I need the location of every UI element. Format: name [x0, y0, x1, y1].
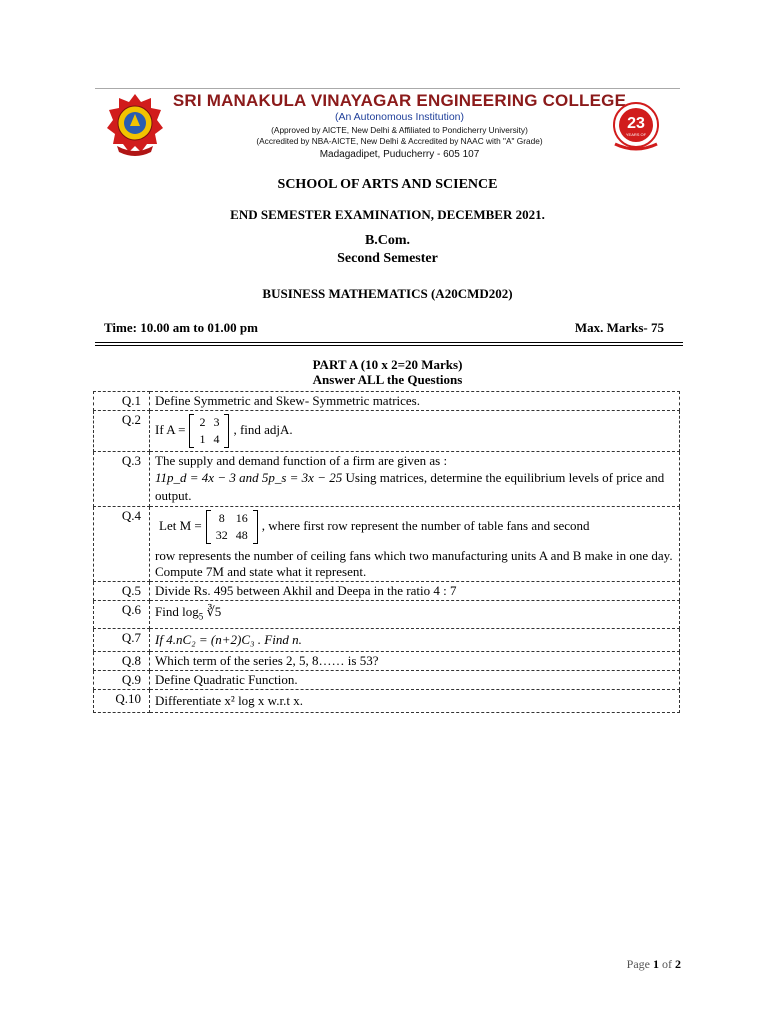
divider-rule-double [95, 345, 683, 346]
question-text: Find $\log_5$ ∛5 [150, 601, 680, 629]
question-row [94, 392, 680, 411]
question-row [94, 507, 680, 582]
question-row [94, 582, 680, 601]
question-number: Q.8 [94, 651, 150, 670]
exam-title: END SEMESTER EXAMINATION, DECEMBER 2021. [230, 207, 545, 222]
supply-demand-equation: 11p_d = 4x − 3 and 5p_s = 3x − 25 [155, 470, 343, 485]
matrix-a: 2 3 1 4 [189, 414, 229, 448]
semester-name: Second Semester [337, 251, 438, 266]
header-top-rule [95, 88, 680, 89]
question-number: Q.4 [94, 507, 150, 582]
question-text: The supply and demand function of a firm are given as : 11p_d = 4x − 3 and 5p_s = 3x − 25 Using matrices, determine the equilibrium levels of price and output. [150, 452, 680, 507]
college-name: SRI MANAKULA VINAYAGAR ENGINEERING COLLEGE [172, 91, 627, 110]
page-indicator: Page 1 of 2 [626, 957, 681, 971]
question-row [94, 689, 680, 712]
question-row [94, 452, 680, 507]
question-text: Divide Rs. 495 between Akhil and Deepa in the ratio 4 : 7 [150, 582, 680, 601]
question-number: Q.2 [94, 411, 150, 452]
approval-line: (Approved by AICTE, New Delhi & Affiliated to Pondicherry University) (Accredited by NBA-AICTE, New Delhi & Accredited by NAAC with "A" Grade) [256, 125, 543, 146]
question-number: Q.5 [94, 582, 150, 601]
question-number: Q.6 [94, 601, 150, 629]
question-number: Q.10 [94, 689, 150, 712]
max-marks: Max. Marks- 75 [574, 320, 664, 335]
college-emblem-icon [105, 92, 165, 160]
question-text: Define Symmetric and Skew- Symmetric matrices. [150, 392, 680, 411]
part-a-title: PART A (10 x 2=20 Marks) [312, 357, 463, 372]
question-row [94, 411, 680, 452]
question-number: Q.7 [94, 628, 150, 651]
question-number: Q.3 [94, 452, 150, 507]
question-text: If A = 2 3 1 4 , find adjA. [150, 411, 680, 452]
question-row [94, 601, 680, 629]
question-text: Define Quadratic Function. [150, 670, 680, 689]
subject-name: BUSINESS MATHEMATICS (A20CMD202) [262, 286, 513, 301]
college-address: Madagadipet, Puducherry - 605 107 [319, 149, 480, 160]
question-row [94, 628, 680, 651]
program-name: B.Com. [364, 233, 411, 248]
autonomous-label: (An Autonomous Institution) [335, 111, 464, 123]
question-row [94, 670, 680, 689]
question-row [94, 651, 680, 670]
school-name: SCHOOL OF ARTS AND SCIENCE [277, 177, 498, 192]
divider-rule [95, 342, 683, 343]
badge-text: YEARS OF [625, 132, 647, 137]
questions-table [93, 391, 680, 713]
question-text: Let M = 8 16 32 48 , where first row represent the number of table fans and second row represents the number of ceiling fans which two manufacturing units A and B make in one day. Compute 7M and state what it represent. [150, 507, 680, 582]
question-text: Which term of the series 2, 5, 8…… is 53? [150, 651, 680, 670]
question-text: If 4.nC₂ = (n+2)C₃ . Find n. [150, 628, 680, 651]
matrix-m: 8 16 32 48 [206, 510, 258, 544]
question-number: Q.9 [94, 670, 150, 689]
question-number: Q.1 [94, 392, 150, 411]
exam-time: Time: 10.00 am to 01.00 pm [104, 320, 258, 335]
part-a-instruction: Answer ALL the Questions [312, 372, 463, 387]
badge-number: 23 [627, 115, 645, 132]
years-badge-icon [607, 98, 665, 156]
question-text: Differentiate x² log x w.r.t x. [150, 689, 680, 712]
